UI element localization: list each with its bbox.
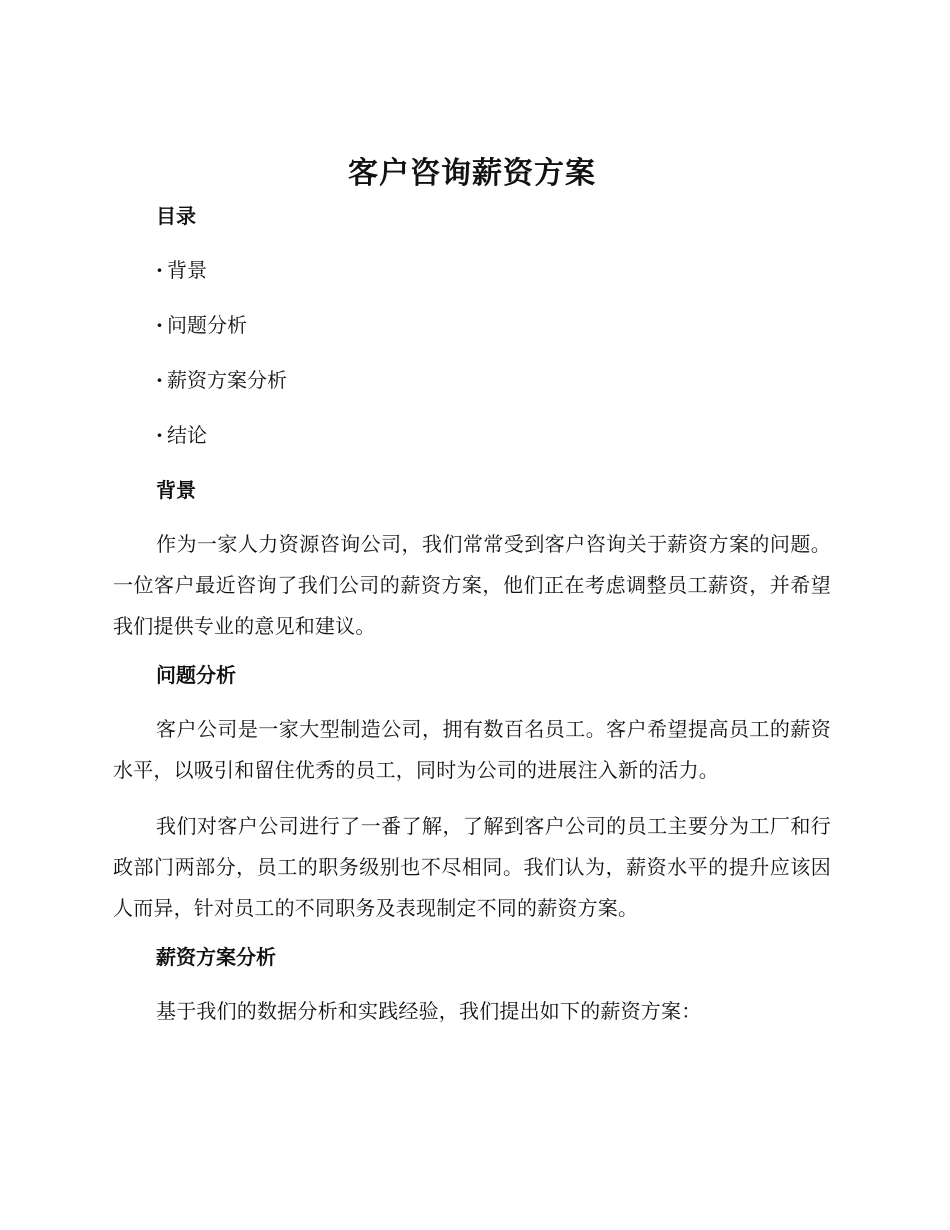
background-paragraph: 作为一家人力资源咨询公司，我们常常受到客户咨询关于薪资方案的问题。一位客户最近咨询了我们公司的薪资方案，他们正在考虑调整员工薪资，并希望我们提供专业的意见和建议。	[113, 532, 831, 638]
toc-bullet: ·	[156, 313, 163, 337]
toc-item-label: 问题分析	[166, 313, 247, 337]
toc-item-background	[113, 254, 831, 286]
document-title: 客户咨询薪资方案	[348, 156, 596, 191]
section-heading-salary-plan: 薪资方案分析	[156, 945, 276, 969]
salary-plan-paragraph: 基于我们的数据分析和实践经验，我们提出如下的薪资方案：	[156, 999, 702, 1023]
toc-heading: 目录	[156, 204, 196, 228]
toc-bullet: ·	[156, 258, 163, 282]
toc-item-problem-analysis	[113, 309, 831, 341]
toc-item-label: 薪资方案分析	[166, 368, 287, 392]
problem-analysis-paragraph-1: 客户公司是一家大型制造公司，拥有数百名员工。客户希望提高员工的薪资水平，以吸引和留住优秀的员工，同时为公司的进展注入新的活力。	[113, 717, 831, 782]
problem-analysis-paragraph-2: 我们对客户公司进行了一番了解，了解到客户公司的员工主要分为工厂和行政部门两部分，员工的职务级别也不尽相同。我们认为，薪资水平的提升应该因人而异，针对员工的不同职务及表现制定不同的薪资方案。	[113, 814, 831, 920]
toc-item-salary-plan	[113, 364, 831, 396]
section-heading-problem-analysis: 问题分析	[156, 663, 236, 687]
toc-bullet: ·	[156, 423, 163, 447]
toc-item-label: 结论	[166, 423, 207, 447]
toc-bullet: ·	[156, 368, 163, 392]
toc-item-label: 背景	[166, 258, 207, 282]
toc-item-conclusion	[113, 419, 831, 451]
section-heading-background: 背景	[156, 478, 196, 502]
document-page	[113, 150, 831, 1032]
